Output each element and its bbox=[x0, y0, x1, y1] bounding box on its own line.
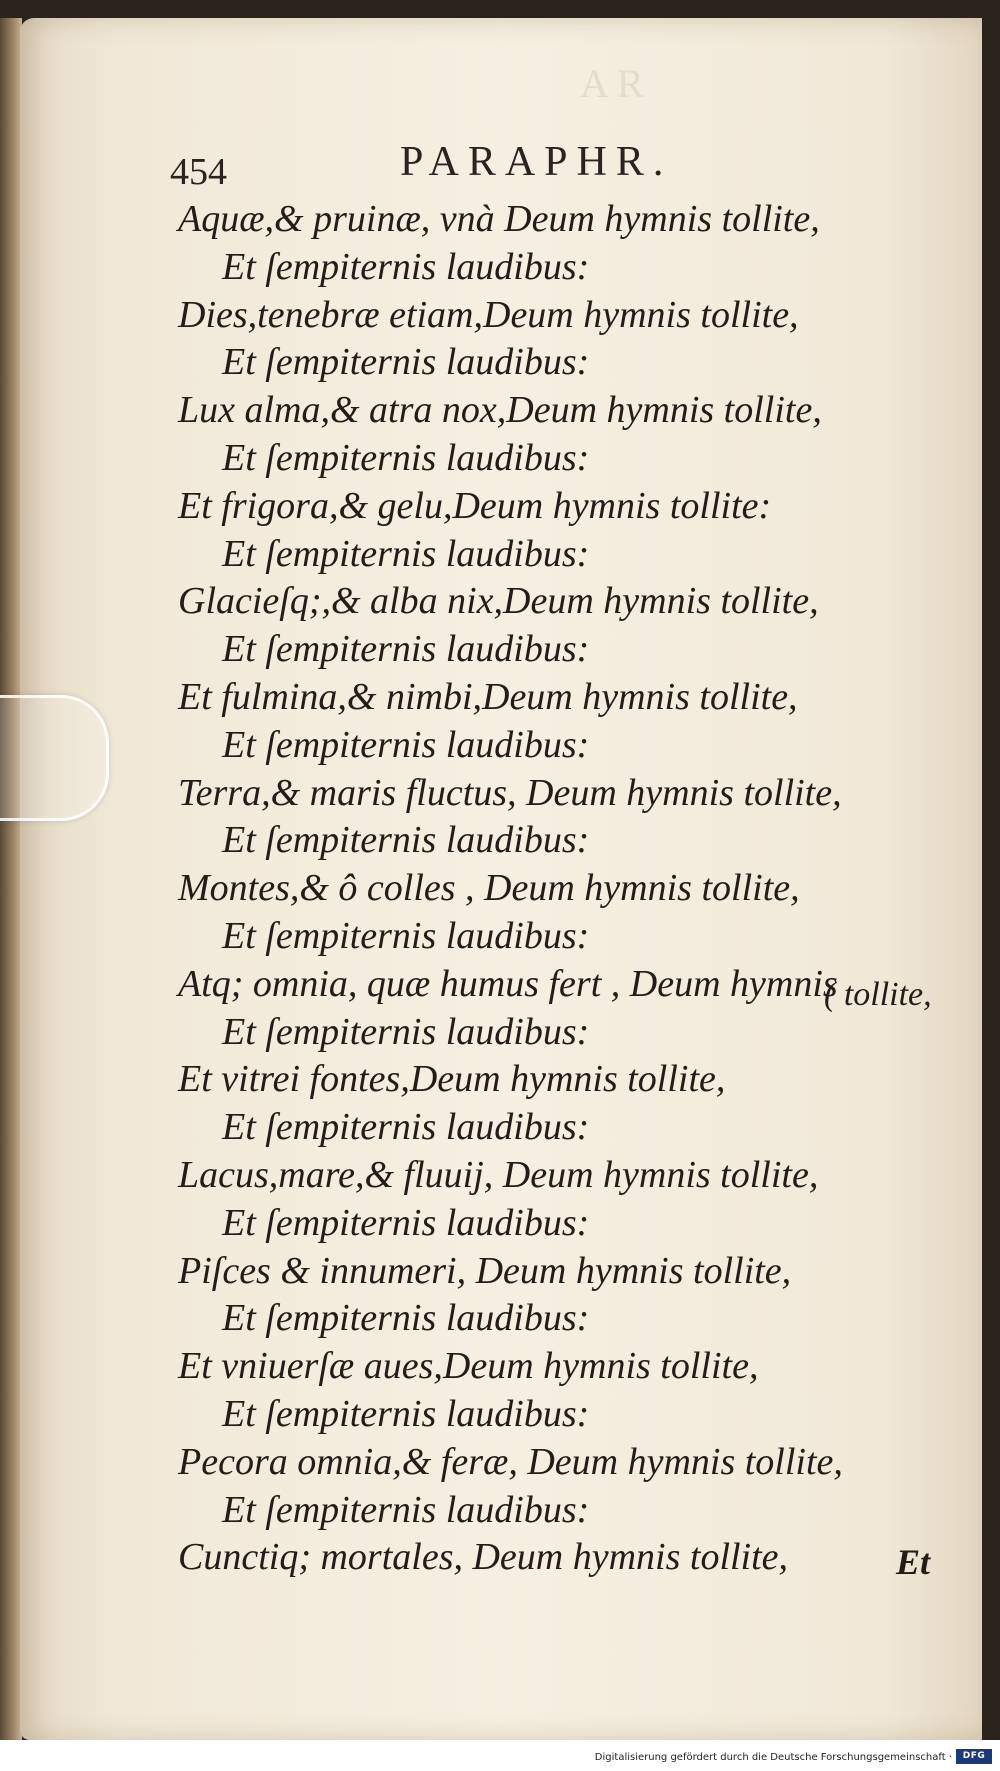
refrain-line: Et ſempiternis laudibus: bbox=[222, 1297, 590, 1339]
verse-line: Atq; omnia, quæ humus fert , Deum hymnis bbox=[178, 963, 838, 1005]
refrain-line: Et ſempiternis laudibus: bbox=[222, 246, 590, 288]
show-through-text: AR bbox=[580, 61, 652, 106]
verse-line: Terra,& maris fluctus, Deum hymnis tollite, bbox=[178, 772, 842, 814]
page-number: 454 bbox=[170, 151, 227, 193]
refrain-line: Et ſempiternis laudibus: bbox=[222, 724, 590, 766]
verse-line: Et fulmina,& nimbi,Deum hymnis tollite, bbox=[178, 676, 798, 718]
verse-line: Et vitrei fontes,Deum hymnis tollite, bbox=[178, 1058, 726, 1100]
verse-line: Glacieſq;,& alba nix,Deum hymnis tollite, bbox=[178, 580, 819, 622]
page-header bbox=[170, 138, 950, 193]
refrain-line: Et ſempiternis laudibus: bbox=[222, 437, 590, 479]
verse-line: Pecora omnia,& feræ, Deum hymnis tollite, bbox=[178, 1441, 843, 1483]
verse-line: Aquæ,& pruinæ, vnà Deum hymnis tollite, bbox=[178, 198, 820, 240]
verse-line: Cunctiq; mortales, Deum hymnis tollite, bbox=[178, 1536, 789, 1578]
refrain-line: Et ſempiternis laudibus: bbox=[222, 1202, 590, 1244]
refrain-line: Et ſempiternis laudibus: bbox=[222, 1393, 590, 1435]
refrain-line: Et ſempiternis laudibus: bbox=[222, 533, 590, 575]
verse-line: Et frigora,& gelu,Deum hymnis tollite: bbox=[178, 485, 772, 527]
running-head: PARAPHR. bbox=[400, 139, 673, 185]
catchword: Et bbox=[896, 1542, 931, 1582]
verse-line: Montes,& ô colles , Deum hymnis tollite, bbox=[178, 867, 800, 909]
verse-line: Lux alma,& atra nox,Deum hymnis tollite, bbox=[178, 389, 822, 431]
book-spine-edge bbox=[0, 18, 22, 1740]
refrain-line: Et ſempiternis laudibus: bbox=[222, 1106, 590, 1148]
refrain-line: Et ſempiternis laudibus: bbox=[222, 341, 590, 383]
refrain-line: Et ſempiternis laudibus: bbox=[222, 1489, 590, 1531]
digitization-credit: Digitalisierung gefördert durch die Deutsche Forschungsgemeinschaft · bbox=[594, 1752, 952, 1763]
refrain-line: Et ſempiternis laudibus: bbox=[222, 628, 590, 670]
verse-line: Dies,tenebræ etiam,Deum hymnis tollite, bbox=[178, 294, 799, 336]
turnover-line: ( tollite, bbox=[824, 976, 932, 1013]
page-clip bbox=[0, 695, 109, 821]
refrain-line: Et ſempiternis laudibus: bbox=[222, 1011, 590, 1053]
verse-line: Lacus,mare,& fluuij, Deum hymnis tollite, bbox=[178, 1154, 819, 1196]
verse-line: Piſces & innumeri, Deum hymnis tollite, bbox=[178, 1250, 792, 1292]
dfg-logo: DFG bbox=[956, 1749, 992, 1764]
refrain-line: Et ſempiternis laudibus: bbox=[222, 915, 590, 957]
verse-line: Et vniuerſæ aues,Deum hymnis tollite, bbox=[178, 1345, 759, 1387]
refrain-line: Et ſempiternis laudibus: bbox=[222, 819, 590, 861]
